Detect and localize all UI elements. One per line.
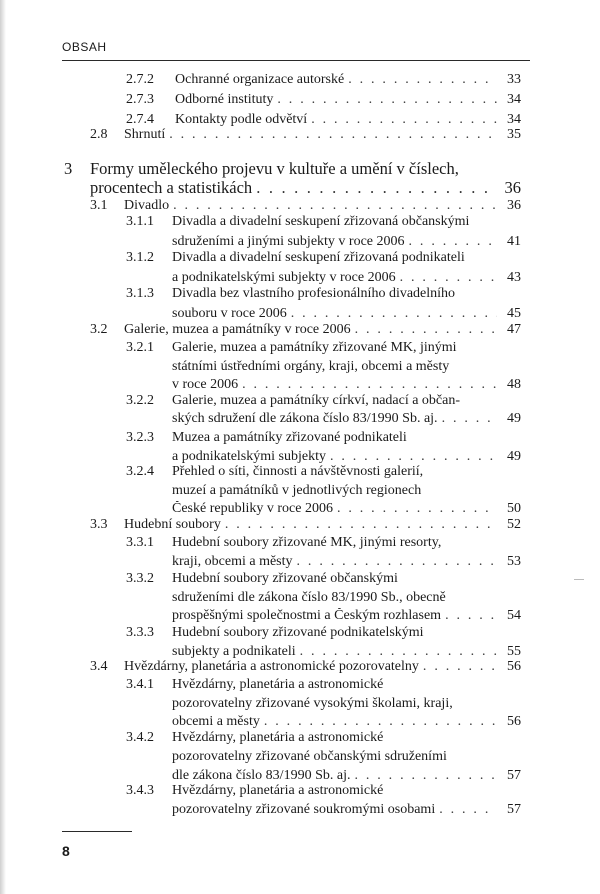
toc-entry-title-line: Galerie, muzea a památníky zřizované MK, jinými <box>172 340 457 355</box>
toc-entry-title-line: Formy uměleckého projevu v kultuře a umění v číslech, <box>90 159 459 178</box>
toc-entry-number: 3.2.4 <box>126 464 154 479</box>
page-number: 8 <box>62 843 70 859</box>
toc-entry-page: 52 <box>507 517 521 532</box>
toc-entry-page: 57 <box>507 768 521 783</box>
dot-leader <box>300 644 497 660</box>
toc-entry-number: 3.1.1 <box>126 214 154 229</box>
toc-entry-title-line: dle zákona číslo 83/1990 Sb. aj. <box>172 768 351 783</box>
dot-leader <box>445 608 497 624</box>
toc-entry-page: 56 <box>507 659 521 674</box>
dot-leader <box>225 517 497 533</box>
running-header: OBSAH <box>62 40 107 54</box>
toc-entry-page: 36 <box>507 198 521 213</box>
toc-entry-title-line: souboru v roce 2006 <box>172 306 287 321</box>
toc-entry-page: 53 <box>507 554 521 569</box>
toc-entry-title-line: Kontakty podle odvětví <box>175 112 308 127</box>
dot-leader <box>169 127 497 143</box>
dot-leader <box>423 659 497 675</box>
toc-entry-title-line: Shrnutí <box>124 127 166 142</box>
toc-entry-page: 55 <box>507 644 521 659</box>
toc-entry-title-line: Divadla a divadelní seskupení zřizovaná občanskými <box>172 214 470 229</box>
dot-leader <box>348 72 497 88</box>
toc-entry-title-line: státními ústředními orgány, kraji, obcemi a městy <box>172 358 450 374</box>
dot-leader <box>354 768 497 784</box>
toc-entry-number: 3.1.3 <box>126 286 154 301</box>
toc-entry-page: 36 <box>504 178 521 197</box>
toc-entry-title-line: ských sdružení dle zákona číslo 83/1990 Sb. aj. <box>172 411 438 426</box>
toc-entry-number: 3.4.2 <box>126 730 154 745</box>
toc-entry-title-line: Divadla a divadelní seskupení zřizovaná podnikateli <box>172 250 465 265</box>
toc-entry-title-line: Galerie, muzea a památníky v roce 2006 <box>124 322 351 337</box>
dot-leader <box>439 802 497 818</box>
dot-leader <box>277 92 497 108</box>
toc-entry-title-line: Odborné instituty <box>175 92 274 107</box>
toc-entry-number: 3.2.2 <box>126 393 154 408</box>
toc-entry-title-line: a podnikatelskými subjekty <box>172 449 326 464</box>
toc-entry-number: 3.1 <box>90 198 108 213</box>
dot-leader <box>291 306 497 322</box>
toc-entry-title-line: Galerie, muzea a památníky církví, nadací a občan- <box>172 393 461 408</box>
toc-entry-title-line: Hvězdárny, planetária a astronomické <box>172 730 384 745</box>
toc-entry-page: 34 <box>507 92 521 107</box>
toc-entry-title-line: Muzea a památníky zřizované podnikateli <box>172 430 407 445</box>
footer-rule <box>62 831 132 832</box>
toc-entry-title-line: Ochranné organizace autorské <box>175 72 345 87</box>
toc-entry-title-line: Hvězdárny, planetária a astronomické pozorovatelny <box>124 659 419 674</box>
toc-entry-number: 2.8 <box>90 127 108 142</box>
toc-entry-title-line: Divadla bez vlastního profesionálního divadelního <box>172 286 456 301</box>
toc-entry-number: 3 <box>64 159 73 178</box>
toc-entry-number: 3.3.1 <box>126 535 154 550</box>
dot-leader <box>355 322 497 338</box>
toc-entry-page: 35 <box>507 127 521 142</box>
toc-entry-page: 43 <box>507 270 521 285</box>
toc-entry-title-line: Hvězdárny, planetária a astronomické <box>172 783 384 798</box>
toc-entry-title-line: Hudební soubory zřizované občanskými <box>172 571 398 586</box>
toc-entry-number: 3.2 <box>90 322 108 337</box>
dot-leader <box>409 234 497 250</box>
toc-entry-title-line: Hvězdárny, planetária a astronomické <box>172 677 384 692</box>
toc-entry-page: 56 <box>507 714 521 729</box>
margin-mark <box>574 579 584 580</box>
toc-entry-page: 49 <box>507 449 521 464</box>
toc-entry-number: 3.4.3 <box>126 783 154 798</box>
dot-leader <box>311 112 497 128</box>
toc-entry-number: 2.7.4 <box>126 112 154 127</box>
toc-entry-number: 3.3 <box>90 517 108 532</box>
dot-leader <box>242 377 497 393</box>
toc-entry-title-line: Divadlo <box>124 198 170 213</box>
toc-entry-page: 33 <box>507 72 521 87</box>
toc-entry-title-line: obcemi a městy <box>172 714 260 729</box>
dot-leader <box>400 270 497 286</box>
toc-entry-title-line: České republiky v roce 2006 <box>172 501 333 516</box>
toc-entry-page: 57 <box>507 802 521 817</box>
toc-entry-title-line: procentech a statistikách <box>90 178 253 197</box>
toc-entry-title-line: Hudební soubory zřizované MK, jinými resorty, <box>172 535 442 550</box>
toc-entry-number: 2.7.3 <box>126 92 154 107</box>
dot-leader <box>442 411 497 427</box>
dot-leader <box>264 714 497 730</box>
toc-entry-title-line: prospěšnými společnostmi a Českým rozhlasem <box>172 608 442 623</box>
toc-entry-page: 45 <box>507 306 521 321</box>
toc-entry-title-line: pozorovatelny zřizované vysokými školami, kraji, <box>172 695 453 711</box>
dot-leader <box>330 449 497 465</box>
toc-entry-page: 48 <box>507 377 521 392</box>
toc-entry-title-line: a podnikatelskými subjekty v roce 2006 <box>172 270 396 285</box>
toc-entry-page: 47 <box>507 322 521 337</box>
dot-leader <box>337 501 497 517</box>
toc-entry-page: 54 <box>507 608 521 623</box>
toc-entry-title-line: sdruženími a jinými subjekty v roce 2006 <box>172 234 405 249</box>
toc-entry-number: 3.4.1 <box>126 677 154 692</box>
toc-entry-page: 34 <box>507 112 521 127</box>
toc-entry-page: 49 <box>507 411 521 426</box>
toc-entry-title-line: v roce 2006 <box>172 377 239 392</box>
toc-entry-title-line: Hudební soubory zřizované podnikatelskými <box>172 625 424 640</box>
toc-entry-number: 3.2.1 <box>126 340 154 355</box>
dot-leader <box>173 198 497 214</box>
toc-entry-page: 50 <box>507 501 521 516</box>
toc-entry-title-line: sdruženími dle zákona číslo 83/1990 Sb., obecně <box>172 589 446 605</box>
toc-entry-number: 2.7.2 <box>126 72 154 87</box>
toc-entry-title-line: Přehled o síti, činnosti a návštěvnosti galerií, <box>172 464 424 479</box>
dot-leader <box>297 554 497 570</box>
toc-entry-title-line: pozorovatelny zřizované občanskými sdruženími <box>172 749 447 764</box>
toc-entry-number: 3.3.2 <box>126 571 154 586</box>
toc-entry-title-line: pozorovatelny zřizované soukromými osobami <box>172 802 436 817</box>
toc-entry-page: 41 <box>507 234 521 249</box>
dot-leader <box>256 178 497 198</box>
toc-entry-number: 3.1.2 <box>126 250 154 265</box>
toc-entry-number: 3.3.3 <box>126 625 154 640</box>
toc-entry-title-line: subjekty a podnikateli <box>172 644 296 659</box>
toc-entry-title-line: kraji, obcemi a městy <box>172 554 293 569</box>
toc-entry-title-line: muzeí a památníků v jednotlivých regionech <box>172 482 422 498</box>
toc-entry-number: 3.2.3 <box>126 430 154 445</box>
toc-entry-number: 3.4 <box>90 659 108 674</box>
toc-entry-title-line: Hudební soubory <box>124 517 221 532</box>
